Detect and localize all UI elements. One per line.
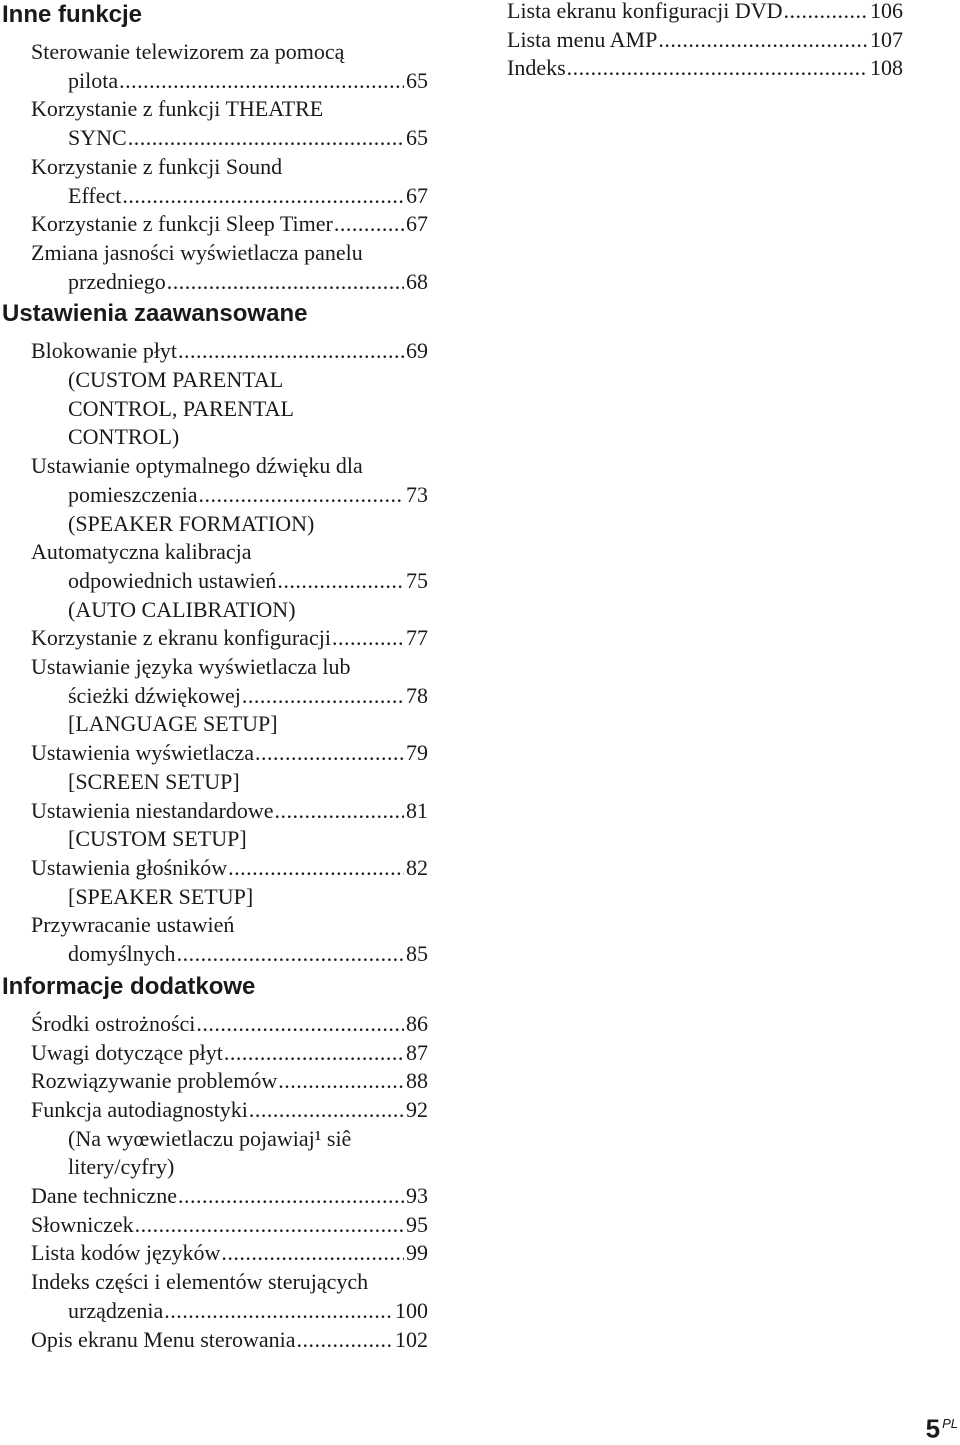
toc-entry-line	[2, 1067, 428, 1096]
toc-entry-note-text: [CUSTOM SETUP]	[68, 826, 247, 852]
toc-entry-title: Ustawianie optymalnego dźwięku dla	[31, 453, 363, 479]
toc-entry-title: Ustawienia wyświetlacza	[31, 740, 254, 766]
toc-entry-page: 65	[406, 67, 428, 93]
toc-entry-title: SYNC	[68, 125, 127, 151]
dot-leader	[178, 1182, 404, 1211]
dot-leader	[221, 1239, 404, 1268]
dot-leader	[658, 26, 868, 55]
toc-entry[interactable]	[507, 0, 903, 26]
toc-entry-title: ścieżki dźwiękowej	[68, 682, 241, 708]
toc-entry-title: Rozwiązywanie problemów	[31, 1068, 278, 1094]
toc-entry-title: Ustawienia niestandardowe	[31, 797, 274, 823]
toc-entry[interactable]	[2, 739, 428, 796]
toc-entry-note	[2, 1125, 428, 1154]
toc-entry[interactable]	[2, 624, 428, 653]
dot-leader	[224, 1039, 404, 1068]
toc-entry-title: Korzystanie z funkcji Sleep Timer	[31, 211, 333, 237]
toc-entry-note-text: [SPEAKER SETUP]	[68, 883, 254, 909]
dot-leader	[784, 0, 868, 26]
toc-left-column	[2, 0, 428, 1354]
dot-leader	[278, 1067, 404, 1096]
toc-entry-title: Sterowanie telewizorem za pomocą	[31, 39, 345, 64]
toc-entry[interactable]	[2, 1239, 428, 1268]
toc-entry-note-text: (AUTO CALIBRATION)	[68, 596, 296, 622]
toc-entry-page: 78	[406, 682, 428, 708]
toc-entry-line	[2, 1010, 428, 1039]
toc-entry-line	[2, 624, 428, 653]
toc-entry-line	[507, 54, 903, 83]
toc-entry-page: 77	[406, 625, 428, 651]
toc-entry-page: 67	[406, 211, 428, 237]
toc-entry-note	[2, 768, 428, 797]
dot-leader	[242, 682, 404, 711]
toc-entry[interactable]	[2, 797, 428, 854]
toc-right-column	[507, 0, 903, 83]
toc-entry[interactable]	[2, 653, 428, 739]
toc-entry[interactable]	[507, 54, 903, 83]
toc-entry-title: Uwagi dotyczące płyt	[31, 1039, 223, 1065]
dot-leader	[122, 182, 404, 211]
toc-entry-title: Środki ostrożności	[31, 1010, 196, 1036]
toc-entry[interactable]	[2, 1067, 428, 1096]
page-number-language: PL	[942, 1416, 958, 1432]
toc-entry-line	[2, 452, 428, 481]
toc-entry-title: pilota	[68, 67, 119, 93]
toc-entry-note	[2, 1153, 428, 1182]
toc-entry-page: 95	[406, 1211, 428, 1237]
toc-entry-note-text: CONTROL, PARENTAL	[68, 395, 294, 421]
toc-entry-line	[2, 1039, 428, 1068]
toc-entry-line	[2, 1326, 428, 1355]
toc-entry-title: Korzystanie z funkcji Sound	[31, 153, 283, 179]
toc-entry[interactable]	[2, 337, 428, 452]
toc-entry-line	[2, 153, 428, 182]
toc-entry[interactable]	[2, 1326, 428, 1355]
toc-entry-line	[2, 67, 428, 96]
toc-entry-note-text: CONTROL)	[68, 424, 180, 450]
toc-entry-title: domyślnych	[68, 941, 176, 967]
toc-entry-page: 93	[406, 1183, 428, 1209]
toc-entry-note	[2, 596, 428, 625]
toc-entry[interactable]	[2, 1010, 428, 1039]
toc-entry-page: 108	[870, 55, 903, 81]
dot-leader	[255, 739, 404, 768]
toc-entry-page: 67	[406, 182, 428, 208]
page-number	[926, 1409, 958, 1444]
toc-entry-line	[2, 337, 428, 366]
toc-entry-page: 81	[406, 797, 428, 823]
toc-entry-note	[2, 710, 428, 739]
toc-entry[interactable]	[2, 210, 428, 239]
toc-entry-title: Opis ekranu Menu sterowania	[31, 1326, 296, 1352]
dot-leader	[135, 1211, 404, 1240]
toc-entry-line	[507, 26, 903, 55]
toc-entry-note	[2, 825, 428, 854]
toc-entry-page: 92	[406, 1096, 428, 1122]
toc-entry[interactable]	[2, 95, 428, 152]
toc-entry[interactable]	[2, 239, 428, 296]
toc-entry-page: 85	[406, 941, 428, 967]
section-heading: Inne funkcje	[2, 1, 143, 28]
toc-entry-line	[2, 1297, 428, 1326]
section-heading: Informacje dodatkowe	[2, 972, 256, 1000]
toc-entry[interactable]	[507, 26, 903, 55]
toc-entry-title: Korzystanie z funkcji THEATRE	[31, 96, 324, 122]
toc-entry-title: Blokowanie płyt	[31, 338, 178, 364]
toc-entry-title: Automatyczna kalibracja	[31, 539, 252, 565]
toc-entry-line	[2, 38, 428, 67]
dot-leader	[199, 481, 405, 510]
toc-entry-note	[2, 883, 428, 912]
toc-entry-note	[2, 423, 428, 452]
toc-entry[interactable]	[2, 1211, 428, 1240]
toc-entry-note-text: (CUSTOM PARENTAL	[68, 367, 284, 393]
dot-leader	[249, 1096, 404, 1125]
toc-entry-line	[2, 653, 428, 682]
toc-entry-line	[2, 210, 428, 239]
toc-entry[interactable]	[2, 1182, 428, 1211]
toc-entry-title: Lista menu AMP	[507, 26, 658, 52]
toc-entry-line	[2, 940, 428, 969]
toc-entry-note-text: [LANGUAGE SETUP]	[68, 711, 278, 737]
toc-entry-page: 88	[406, 1068, 428, 1094]
toc-entry-line	[2, 239, 428, 268]
toc-entry-page: 106	[870, 0, 903, 23]
dot-leader	[196, 1010, 404, 1039]
dot-leader	[275, 797, 404, 826]
toc-entry[interactable]	[2, 911, 428, 968]
toc-entry-line	[2, 739, 428, 768]
toc-entry-line	[2, 538, 428, 567]
toc-entry-line	[2, 1268, 428, 1297]
toc-entry-line	[2, 854, 428, 883]
toc-entry-title: Dane techniczne	[31, 1183, 177, 1209]
toc-entry-page: 73	[406, 481, 428, 507]
toc-entry-note-text: (Na wyœwietlaczu pojawiaj¹ siê	[68, 1125, 352, 1151]
toc-entry-line	[2, 682, 428, 711]
dot-leader	[277, 567, 404, 596]
toc-entry-page: 65	[406, 125, 428, 151]
dot-leader	[567, 54, 868, 83]
toc-entry-title: Effect	[68, 182, 122, 208]
toc-entry[interactable]	[2, 1039, 428, 1068]
dot-leader	[167, 268, 404, 297]
toc-entry-line	[2, 1211, 428, 1240]
toc-entry-page: 82	[406, 854, 428, 880]
toc-entry-title: Ustawienia głośników	[31, 854, 228, 880]
toc-entry-title: Słowniczek	[31, 1211, 134, 1237]
toc-entry-title: Lista kodów języków	[31, 1240, 221, 1266]
toc-entry-page: 99	[406, 1240, 428, 1266]
section-heading: Ustawienia zaawansowane	[2, 300, 308, 328]
toc-entry-title: urządzenia	[68, 1297, 164, 1323]
toc-entry-note	[2, 366, 428, 395]
toc-entry-page: 87	[406, 1039, 428, 1065]
toc-entry-note-text: [SCREEN SETUP]	[68, 768, 240, 794]
page-number-value: 5	[925, 1414, 941, 1444]
toc-entry-title: przedniego	[68, 268, 166, 294]
dot-leader	[177, 940, 404, 969]
toc-entry-line	[2, 797, 428, 826]
toc-entry-note	[2, 395, 428, 424]
toc-entry-line	[2, 268, 428, 297]
toc-entry-line	[2, 95, 428, 124]
toc-entry-line	[2, 567, 428, 596]
dot-leader	[297, 1326, 393, 1355]
toc-entry[interactable]	[2, 153, 428, 210]
dot-leader	[332, 624, 404, 653]
toc-entry-line	[2, 1096, 428, 1125]
toc-entry-line	[2, 124, 428, 153]
toc-entry-line	[2, 481, 428, 510]
toc-entry-page: 79	[406, 740, 428, 766]
toc-entry[interactable]	[2, 1268, 428, 1325]
toc-entry-page: 107	[870, 26, 903, 52]
toc-entry-title: Funkcja autodiagnostyki	[31, 1096, 248, 1122]
toc-entry-title: odpowiednich ustawień	[68, 567, 277, 593]
toc-entry-page: 68	[406, 268, 428, 294]
toc-entry-title: Indeks części i elementów sterujących	[31, 1269, 369, 1295]
toc-entry-title: Korzystanie z ekranu konfiguracji	[31, 625, 331, 651]
toc-entry-title: Zmiana jasności wyświetlacza panelu	[31, 239, 363, 265]
dot-leader	[334, 210, 404, 239]
toc-entry-title: Indeks	[507, 55, 566, 81]
toc-entry-page: 100	[395, 1297, 428, 1323]
toc-entry-line	[2, 182, 428, 211]
dot-leader	[164, 1297, 393, 1326]
toc-entry[interactable]	[2, 538, 428, 624]
toc-entry-title: Przywracanie ustawień	[31, 912, 235, 938]
toc-entry[interactable]	[2, 452, 428, 538]
dot-leader	[128, 124, 404, 153]
toc-entry-line	[2, 911, 428, 940]
toc-entry[interactable]	[2, 1096, 428, 1182]
dot-leader	[119, 67, 404, 96]
toc-entry-title: Ustawianie języka wyświetlacza lub	[31, 654, 351, 680]
toc-entry-line	[2, 1182, 428, 1211]
toc-entry[interactable]	[2, 38, 428, 95]
toc-entry-title: pomieszczenia	[68, 481, 198, 507]
toc-entry-page: 69	[406, 338, 428, 364]
toc-entry-page: 75	[406, 567, 428, 593]
dot-leader	[178, 337, 404, 366]
toc-entry-title: Lista ekranu konfiguracji DVD	[507, 0, 783, 23]
toc-entry[interactable]	[2, 854, 428, 911]
toc-entry-note	[2, 510, 428, 539]
toc-entry-line	[2, 1239, 428, 1268]
toc-entry-note-text: (SPEAKER FORMATION)	[68, 510, 315, 536]
toc-entry-page: 102	[395, 1326, 428, 1352]
toc-entry-page: 86	[406, 1010, 428, 1036]
dot-leader	[228, 854, 404, 883]
toc-entry-line	[507, 0, 903, 26]
toc-entry-note-text: litery/cyfry)	[68, 1154, 175, 1180]
